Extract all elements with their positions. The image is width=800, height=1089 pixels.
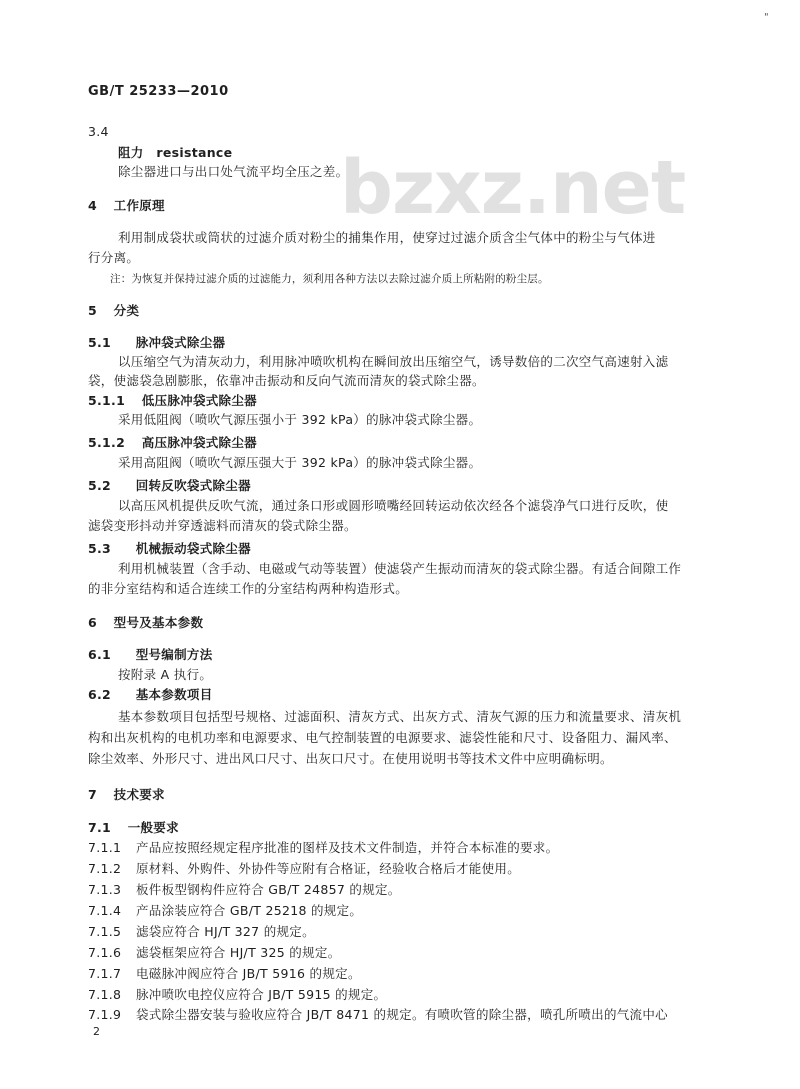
subsection-heading	[88, 476, 251, 494]
clause-number: 7.1.6	[88, 945, 122, 960]
paragraph-line: 袋，使滤袋急剧膨胀，依靠冲击振动和反向气流而清灰的袋式除尘器。	[88, 373, 485, 388]
clause-line	[88, 985, 386, 1003]
section-number: 7	[88, 787, 97, 802]
section-heading	[88, 613, 203, 631]
subsection-number: 5.2	[88, 478, 112, 493]
clause-line	[88, 880, 401, 898]
section-title: 技术要求	[113, 787, 165, 802]
subsection-number: 5.1	[88, 335, 112, 350]
clause-line	[88, 838, 558, 856]
clause-text: 电磁脉冲阀应符合 JB/T 5916 的规定。	[136, 966, 361, 981]
subsection-heading	[88, 818, 179, 836]
paragraph-line: 以压缩空气为清灰动力，利用脉冲喷吹机构在瞬间放出压缩空气，诱导数倍的二次空气高速射入滤	[118, 354, 669, 369]
section-title: 工作原理	[113, 198, 165, 213]
subsection-number: 7.1	[88, 820, 112, 835]
subsection-title: 低压脉冲袋式除尘器	[141, 393, 257, 408]
clause-number: 7.1.2	[88, 861, 122, 876]
clause-text: 产品涂装应符合 GB/T 25218 的规定。	[136, 903, 363, 918]
subsection-title: 高压脉冲袋式除尘器	[141, 435, 257, 450]
subsection-heading	[88, 685, 213, 703]
paragraph-line: 行分离。	[88, 250, 140, 265]
subsection-number: 5.1.1	[88, 393, 126, 408]
subsection-number: 6.1	[88, 647, 112, 662]
clause-line	[88, 922, 315, 940]
paragraph-line: 以高压风机提供反吹气流，通过条口形或圆形喷嘴经回转运动依次经各个滤袋净气口进行反吹，使	[118, 498, 669, 513]
clause-text: 产品应按照经规定程序批准的图样及技术文件制造，并符合本标准的要求。	[136, 840, 559, 855]
subsection-heading	[88, 645, 213, 663]
clause-number: 7.1.7	[88, 966, 122, 981]
clause-text: 袋式除尘器安装与验收应符合 JB/T 8471 的规定。有喷吹管的除尘器，喷孔所喷出的气流中心	[136, 1007, 668, 1022]
paragraph-line: 基本参数项目包括型号规格、过滤面积、清灰方式、出灰方式、清灰气源的压力和流量要求、清灰机	[118, 709, 682, 724]
paragraph-line: 采用低阻阀（喷吹气源压强小于 392 kPa）的脉冲袋式除尘器。	[118, 412, 482, 427]
clause-number: 3.4	[88, 124, 109, 139]
paragraph-line: 按附录 A 执行。	[118, 667, 213, 682]
clause-line	[88, 964, 361, 982]
subsection-heading	[88, 333, 225, 351]
clause-number: 7.1.9	[88, 1007, 122, 1022]
clause-number: 7.1.1	[88, 840, 122, 855]
section-heading	[88, 785, 165, 803]
paragraph-line: 滤袋变形抖动并穿透滤料而清灰的袋式除尘器。	[88, 518, 357, 533]
clause-line	[88, 901, 362, 919]
term-title: 阻力 resistance	[118, 145, 233, 160]
clause-number: 7.1.3	[88, 882, 122, 897]
subsection-number: 6.2	[88, 687, 112, 702]
paragraph-line: 采用高阻阀（喷吹气源压强大于 392 kPa）的脉冲袋式除尘器。	[118, 455, 482, 470]
clause-line	[88, 859, 520, 877]
clause-text: 原材料、外购件、外协件等应附有合格证，经验收合格后才能使用。	[136, 861, 521, 876]
clause-number: 7.1.4	[88, 903, 122, 918]
clause-text: 脉冲喷吹电控仪应符合 JB/T 5915 的规定。	[136, 987, 387, 1002]
subsection-number: 5.3	[88, 541, 112, 556]
section-number: 5	[88, 303, 97, 318]
subsection-title: 一般要求	[127, 820, 179, 835]
clause-text: 滤袋框架应符合 HJ/T 325 的规定。	[136, 945, 341, 960]
subsection-title: 基本参数项目	[135, 687, 213, 702]
paragraph-line: 利用机械装置（含手动、电磁或气动等装置）使滤袋产生振动而清灰的袋式除尘器。有适合间隙工作	[118, 561, 682, 576]
paragraph-line: 利用制成袋状或筒状的过滤介质对粉尘的捕集作用，使穿过过滤介质含尘气体中的粉尘与气体进	[118, 230, 656, 245]
standard-number: GB/T 25233—2010	[88, 84, 229, 99]
subsection-title: 回转反吹袋式除尘器	[135, 478, 251, 493]
section-title: 分类	[113, 303, 140, 318]
subsection-number: 5.1.2	[88, 435, 126, 450]
paragraph-line: 的非分室结构和适合连续工作的分室结构两种构造形式。	[88, 581, 409, 596]
paragraph-line: 除尘效率、外形尺寸、进出风口尺寸、出灰口尺寸。在使用说明书等技术文件中应明确标明。	[88, 751, 613, 766]
clause-number: 7.1.5	[88, 924, 122, 939]
section-title: 型号及基本参数	[113, 615, 204, 630]
subsection-heading	[88, 391, 257, 409]
clause-number: 7.1.8	[88, 987, 122, 1002]
clause-text: 滤袋应符合 HJ/T 327 的规定。	[136, 924, 315, 939]
watermark: bzxz.net	[340, 145, 686, 231]
clause-line	[88, 1005, 668, 1023]
subsection-title: 型号编制方法	[135, 647, 213, 662]
section-heading	[88, 196, 165, 214]
corner-mark: "	[764, 12, 769, 23]
section-number: 6	[88, 615, 97, 630]
subsection-title: 脉冲袋式除尘器	[135, 335, 226, 350]
paragraph-line: 构和出灰机构的电机功率和电源要求、电气控制装置的电源要求、滤袋性能和尺寸、设备阻力、漏风率、	[88, 730, 677, 745]
subsection-heading	[88, 433, 257, 451]
clause-line	[88, 943, 341, 961]
section-heading	[88, 301, 139, 319]
note-line: 注：为恢复并保持过滤介质的过滤能力，须利用各种方法以去除过滤介质上所粘附的粉尘层。	[110, 273, 549, 285]
paragraph-line: 除尘器进口与出口处气流平均全压之差。	[118, 164, 349, 179]
subsection-title: 机械振动袋式除尘器	[135, 541, 251, 556]
clause-text: 板件板型钢构件应符合 GB/T 24857 的规定。	[136, 882, 401, 897]
page-number: 2	[93, 1025, 100, 1038]
section-number: 4	[88, 198, 97, 213]
subsection-heading	[88, 539, 251, 557]
